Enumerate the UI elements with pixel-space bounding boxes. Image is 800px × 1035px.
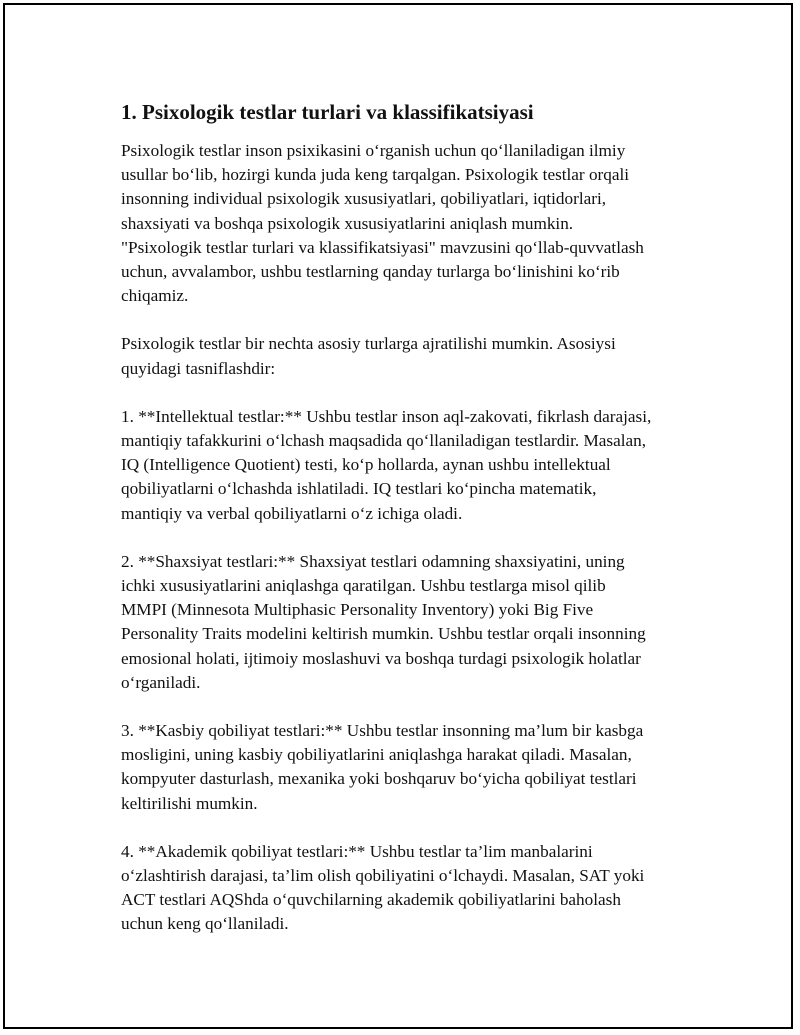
text-line: ACT testlari AQShda o‘quvchilarning akademik qobiliyatlarini baholash [121,890,621,910]
paragraph-intro [121,139,701,308]
text-line: keltirilishi mumkin. [121,793,258,813]
text-line: uchun keng qo‘llaniladi. [121,914,289,934]
document-page [3,3,793,1029]
text-line: o‘rganiladi. [121,672,201,692]
text-line: insonning individual psixologik xususiyatlari, qobiliyatlari, iqtidorlari, [121,189,607,209]
text-line: 4. **Akademik qobiliyat testlari:** Ushbu testlar ta’lim manbalarini [121,841,593,861]
text-line: uchun, avvalambor, ushbu testlarning qanday turlarga bo‘linishini ko‘rib [121,262,620,282]
text-line: Psixologik testlar inson psixikasini o‘rganish uchun qo‘llaniladigan ilmiy [121,141,626,160]
text-line: mantiqiy va verbal qobiliyatlarni o‘z ichiga oladi. [121,503,463,523]
text-line: ichki xususiyatlarini aniqlashga qaratilgan. Ushbu testlarga misol qilib [121,576,606,596]
text-line: chiqamiz. [121,286,189,306]
text-line: mosligini, uning kasbiy qobiliyatlarini aniqlashga harakat qiladi. Masalan, [121,745,632,765]
text-line: Psixologik testlar bir nechta asosiy turlarga ajratilishi mumkin. Asosiysi [121,334,616,354]
paragraph-types-overview [121,332,701,380]
text-line: usullar bo‘lib, hozirgi kunda juda keng tarqalgan. Psixologik testlar orqali [121,165,630,185]
paragraph-intellectual-tests [121,405,701,526]
text-line: mantiqiy tafakkurini o‘lchash maqsadida qo‘llaniladigan testlardir. Masalan, [121,431,647,451]
text-line: 2. **Shaxsiyat testlari:** Shaxsiyat testlari odamning shaxsiyatini, uning [121,551,625,571]
text-line: 1. **Intellektual testlar:** Ushbu testlar inson aql-zakovati, fikrlash darajasi, [121,406,652,426]
paragraph-professional-aptitude-tests [121,719,701,816]
text-line: emosional holati, ijtimoiy moslashuvi va boshqa turdagi psixologik holatlar [121,648,641,668]
text-line: "Psixologik testlar turlari va klassifikatsiyasi" mavzusini qo‘llab-quvvatlash [121,237,644,257]
paragraph-personality-tests [121,550,701,695]
text-line: qobiliyatlarni o‘lchashda ishlatiladi. IQ testlari ko‘pincha matematik, [121,479,597,499]
text-line: kompyuter dasturlash, mexanika yoki boshqaruv bo‘yicha qobiliyat testlari [121,769,637,789]
text-line: o‘zlashtirish darajasi, ta’lim olish qobiliyatini o‘lchaydi. Masalan, SAT yoki [121,866,645,886]
text-line: MMPI (Minnesota Multiphasic Personality Inventory) yoki Big Five [121,600,594,620]
document-content [121,98,701,961]
paragraph-academic-aptitude-tests [121,840,701,937]
text-line: 3. **Kasbiy qobiliyat testlari:** Ushbu testlar insonning ma’lum bir kasbga [121,721,644,741]
text-line: Personality Traits modelini keltirish mumkin. Ushbu testlar orqali insonning [121,624,646,644]
text-line: shaxsiyati va boshqa psixologik xususiyatlarini aniqlash mumkin. [121,213,574,233]
document-title: 1. Psixologik testlar turlari va klassifikatsiyasi [121,100,534,124]
text-line: IQ (Intelligence Quotient) testi, ko‘p hollarda, aynan ushbu intellektual [121,455,611,475]
text-line: quyidagi tasniflashdir: [121,358,276,378]
